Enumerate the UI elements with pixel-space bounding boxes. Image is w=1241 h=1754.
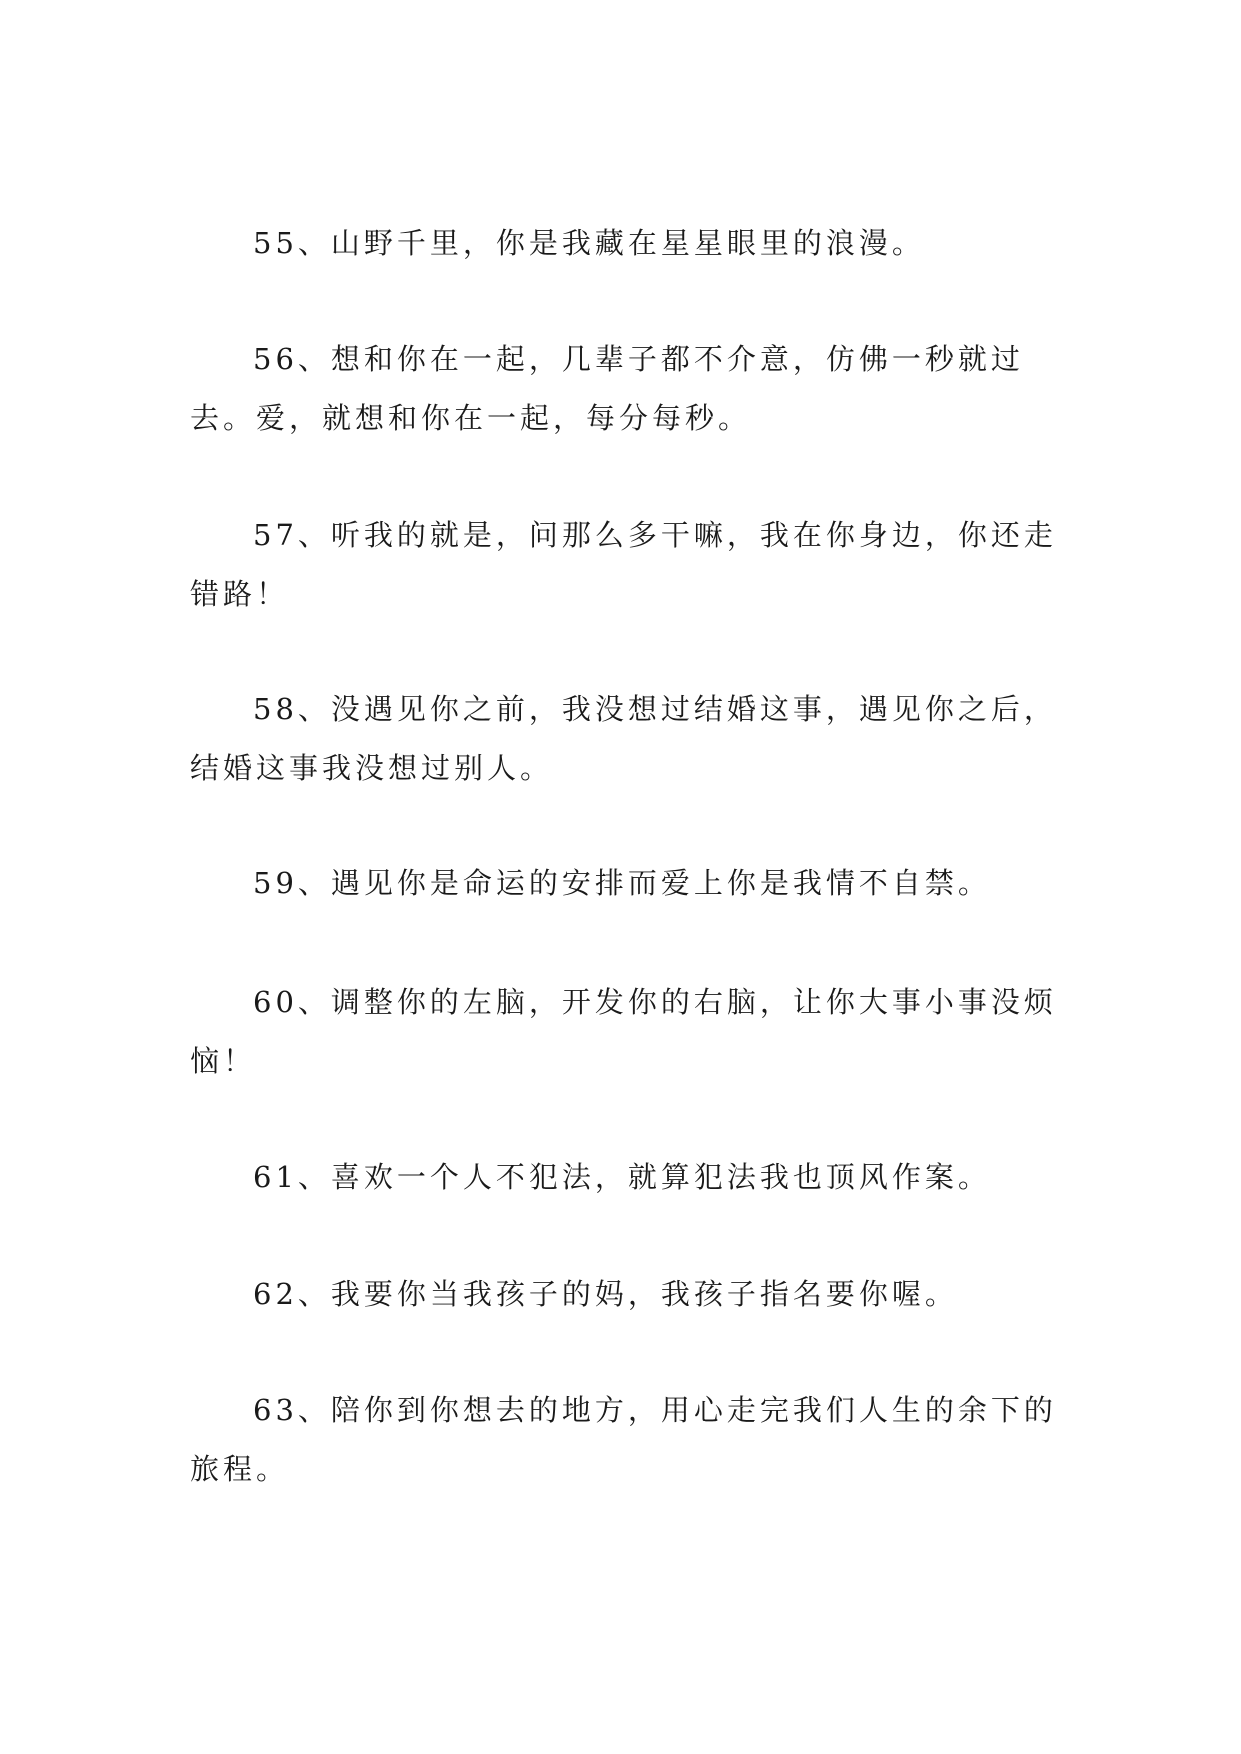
paragraph-61: 61、喜欢一个人不犯法，就算犯法我也顶风作案。 [253, 1160, 991, 1194]
paragraph-58: 58、没遇见你之前，我没想过结婚这事，遇见你之后，结婚这事我没想过别人。 [190, 692, 1057, 785]
paragraph-62: 62、我要你当我孩子的妈，我孩子指名要你喔。 [253, 1277, 958, 1311]
paragraph-59: 59、遇见你是命运的安排而爱上你是我情不自禁。 [253, 866, 991, 900]
paragraph-60: 60、调整你的左脑，开发你的右脑，让你大事小事没烦恼！ [190, 985, 1057, 1078]
paragraph-56: 56、想和你在一起，几辈子都不介意，仿佛一秒就过去。爱，就想和你在一起，每分每秒。 [190, 342, 1024, 435]
paragraph-63: 63、陪你到你想去的地方，用心走完我们人生的余下的旅程。 [190, 1393, 1057, 1486]
paragraph-55: 55、山野千里，你是我藏在星星眼里的浪漫。 [253, 226, 925, 260]
paragraph-57: 57、听我的就是，问那么多干嘛，我在你身边，你还走错路！ [190, 518, 1057, 611]
